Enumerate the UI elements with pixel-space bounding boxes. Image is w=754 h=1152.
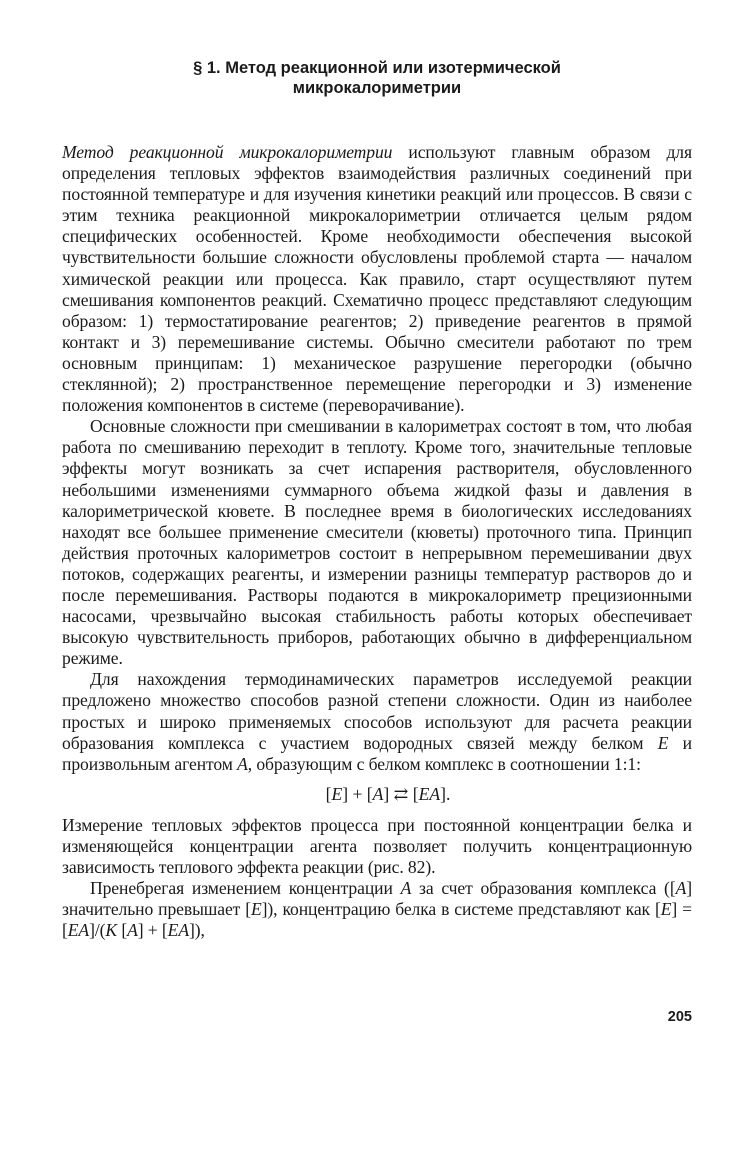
formula-close: ]. <box>440 783 451 804</box>
section-title <box>62 58 692 98</box>
paragraph-3-symbol-A: A <box>237 753 248 774</box>
paragraph-5-symbol-K: K <box>105 920 118 941</box>
formula-A: A <box>372 783 384 804</box>
paragraph-5-part-3: ] значительно превышает [ <box>62 878 692 920</box>
paragraph-5-part-6: ]/( <box>89 920 106 941</box>
paragraph-3-part-2: и произвольным агентом <box>62 732 692 774</box>
paragraph-3 <box>62 669 692 774</box>
paragraph-5-symbol-EA: EA <box>67 920 90 941</box>
paragraph-1-text: используют главным образом для определения тепловых эффектов взаимодействия различных соединений при постоянной температуре и для изучения кинетики реакций или процессов. В связи с этим техника реакционной микрокалориметрии отличается целым рядом специфических особенностей. Кроме необходимости обеспечения высокой чувствительности большие сложности обусловлены проблемой старта — началом химической реакции или процесса. Как правило, старт осуществляют путем смешивания компонентов реакций. Схематично процесс представляют следующим образом: 1) термостатирование реагентов; 2) приведение реагентов в прямой контакт и 3) перемешивание системы. Обычно смесители работают по трем основным принципам: 1) механическое разрушение перегородки (обычно стеклянной); 2) пространственное перемещение перегородки и 3) изменение положения компонентов в системе (переворачивание). <box>62 142 692 416</box>
paragraph-5-symbol-E2: E <box>660 899 672 920</box>
paragraph-2: Основные сложности при смешивании в калориметрах состоят в том, что любая работа по смешиванию переходит в теплоту. Кроме того, значительные тепловые эффекты могут возникать за счет испарения растворителя, обусловленного небольшими изменениями суммарного объема жидкой фазы и давления в калориметрической кювете. В последнее время в биологических исследованиях находят все большее применение смесители (кюветы) проточного типа. Принцип действия проточных калориметров состоит в непрерывном перемешивании двух потоков, содержащих реагенты, и измерении разницы температур растворов до и после перемешивания. Растворы подаются в микрокалориметр прецизионными насосами, чрезвычайно высокая стабильность работы которых обеспечивает высокую чувствительность приборов, работающих обычно в дифференциальном режиме. <box>62 416 692 669</box>
paragraph-5-part-2: за счет образования комплекса ([ <box>411 878 676 899</box>
paragraph-5-part-9: ]), <box>188 920 205 941</box>
paragraph-5-symbol-A: A <box>400 878 412 899</box>
page-body <box>62 58 692 941</box>
paragraph-3-part-1: Для нахождения термодинамических параметров исследуемой реакции предложено множество способов разной степени сложности. Один из наиболее простых и широко применяемых способов используют для расчета реакции образования комплекса с участием водородных связей между белком <box>62 669 692 753</box>
paragraph-5-part-7: [ <box>117 920 128 941</box>
paragraph-3-part-3: , образующим с белком комплекс в соотношении 1:1: <box>247 753 641 774</box>
paragraph-1-lead-term: Метод реакционной микрокалориметрии <box>62 142 393 162</box>
paragraph-1 <box>62 142 692 416</box>
paragraph-5-symbol-EA2: EA <box>167 920 189 941</box>
paragraph-5 <box>62 878 692 941</box>
formula-bracket: [ <box>325 783 332 804</box>
paragraph-5-part-4: ]), концентрацию белка в системе представляют как [ <box>261 899 661 920</box>
paragraph-4: Измерение тепловых эффектов процесса при постоянной концентрации белка и изменяющейся концентрации агента позволяет получить концентрационную зависимость теплового эффекта реакции (рис. 82). <box>62 814 692 877</box>
paragraph-3-symbol-E: E <box>657 732 669 753</box>
paragraph-5-part-1: Пренебрегая изменением концентрации <box>90 878 401 899</box>
paragraph-5-symbol-A2: A <box>675 878 687 899</box>
paragraph-5-part-8: ] + [ <box>137 920 168 941</box>
section-title-line-2: микрокалориметрии <box>292 79 462 97</box>
reaction-formula <box>84 783 692 805</box>
paragraph-5-symbol-E: E <box>250 899 262 920</box>
formula-equilibrium: ] ⇄ [ <box>383 783 419 804</box>
section-title-line-1: § 1. Метод реакционной или изотермической <box>193 59 561 77</box>
formula-E: E <box>331 783 343 804</box>
formula-plus: ] + [ <box>342 783 373 804</box>
paragraph-5-symbol-A3: A <box>127 920 138 941</box>
page-number: 205 <box>667 1009 692 1025</box>
paragraph-5-part-5: ] = [ <box>62 899 692 941</box>
formula-EA: EA <box>418 783 441 804</box>
